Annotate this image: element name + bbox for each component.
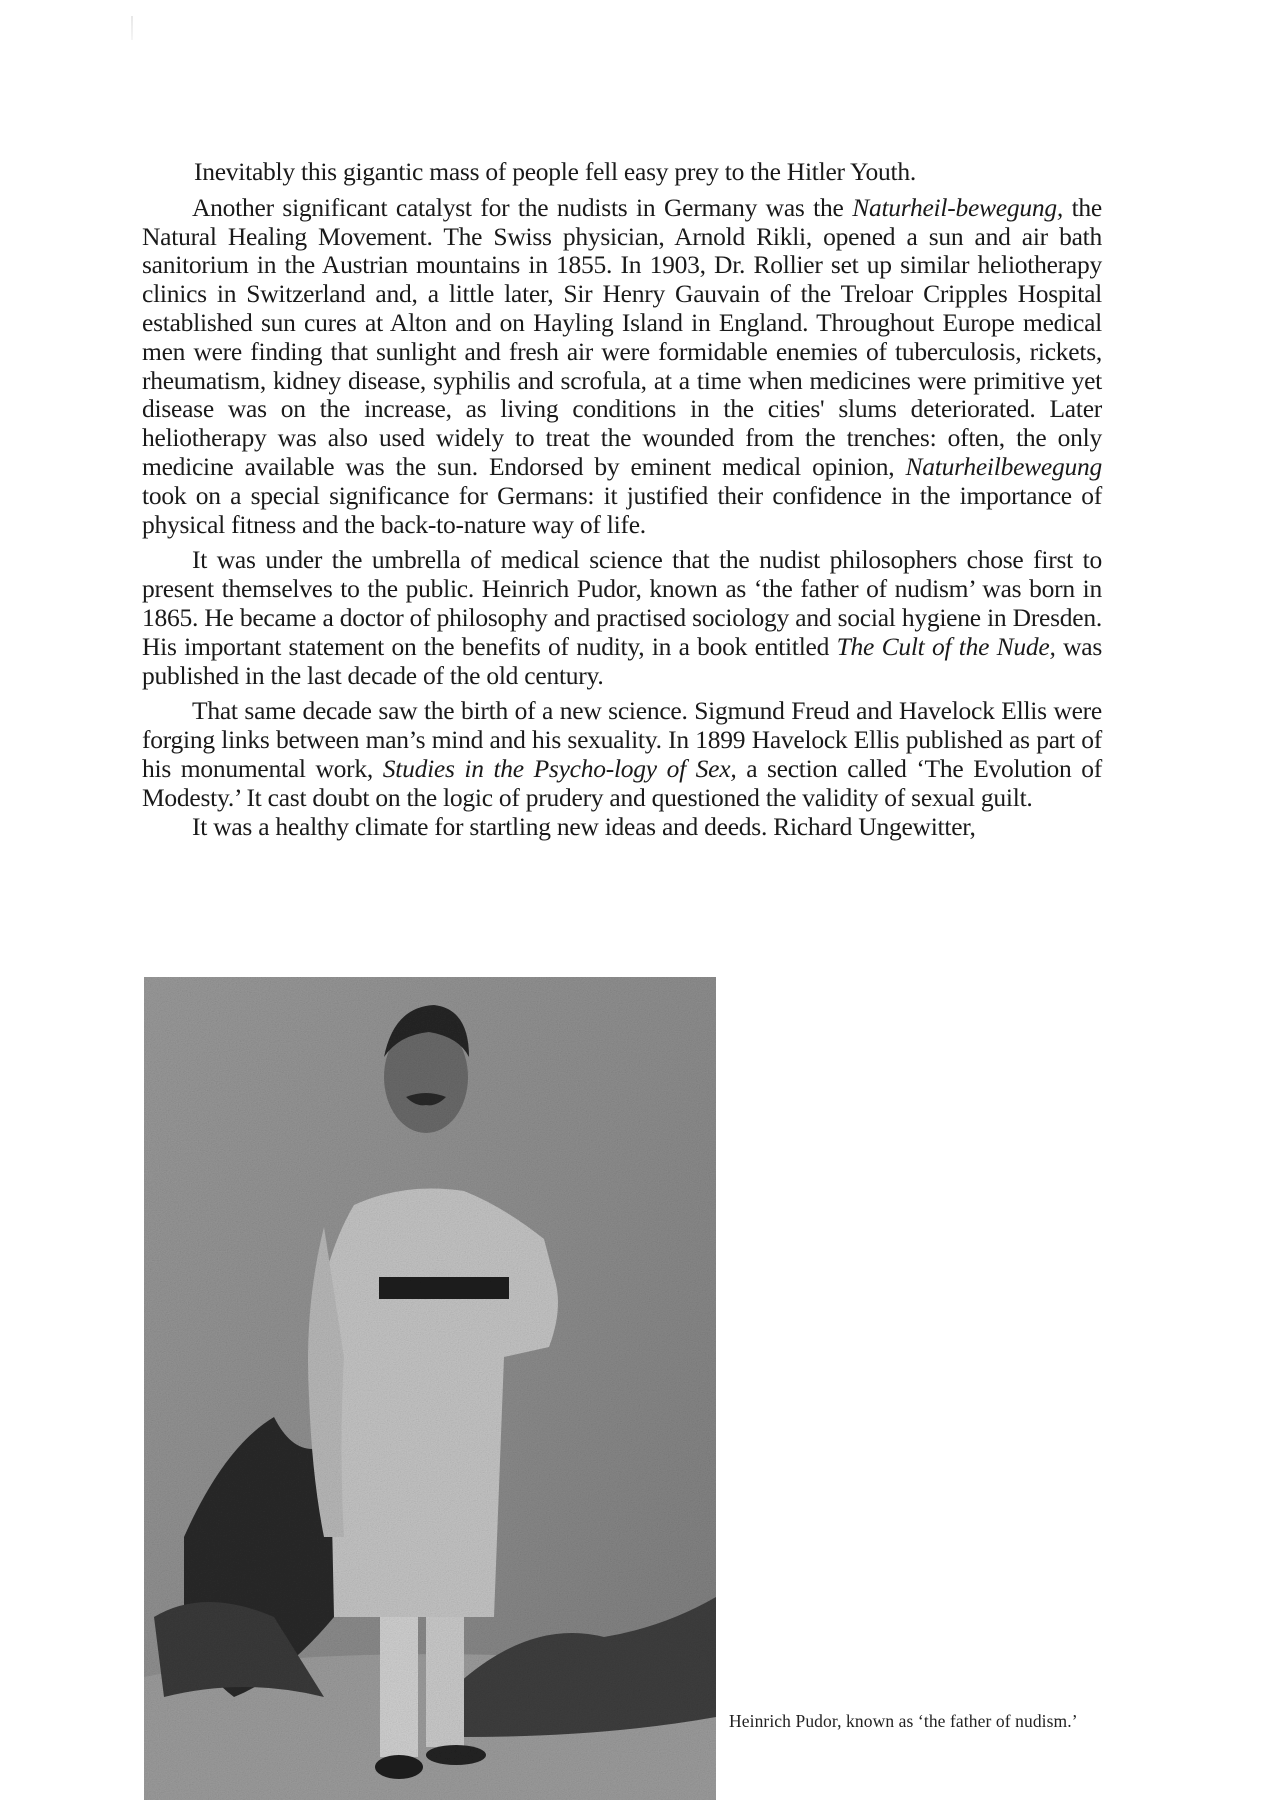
article-body — [142, 158, 1102, 841]
paragraph-4-text-a: That same decade saw the birth of a new science. Sigmund Freud and Havelock Ellis were forging links between man’s mind and his sexuality. In 1899 Havelock Ellis published as part of his monumental work, — [142, 696, 1102, 783]
paragraph-3 — [142, 546, 1102, 690]
paragraph-2-term-naturheilbewegung: Naturheil-bewegung, — [852, 192, 1063, 222]
paragraph-4-text-b: a section called ‘The Evolution of Modesty.’ It cast doubt on the logic of prudery and questioned the validity of sexual guilt. — [142, 753, 1103, 812]
paragraph-5-text: It was a healthy climate for startling new ideas and deeds. Richard Ungewitter, — [192, 811, 976, 841]
book-title-cult-of-the-nude: The Cult of the Nude, — [836, 631, 1056, 661]
portrait-photo — [144, 977, 716, 1800]
paragraph-3-text-b: was published in the last decade of the old century. — [142, 631, 1102, 690]
paragraph-2-term-naturheilbewegung-2: Naturheilbewegung — [905, 451, 1102, 481]
paragraph-2-text-b: the Natural Healing Movement. The Swiss physician, Arnold Rikli, opened a sun and air bath sanitorium in the Austrian mountains in 1855. In 1903, Dr. Rollier set up similar heliotherapy clinics in Switzerland and, a little later, Sir Henry Gauvain of the Treloar Cripples Hospital established sun cures at Alton and on Hayling Island in England. Throughout Europe medical men were finding that sunlight and fresh air were formidable enemies of tuberculosis, rickets, rheumatism, kidney disease, syphilis and scrofula, at a time when medicines were primitive yet disease was on the increase, as living conditions in the cities' slums deteriorated. Later heliotherapy was also used widely to treat the wounded from the trenches: often, the only medicine available was the sun. Endorsed by eminent medical opinion, — [142, 192, 1102, 481]
book-title-studies-psychology-of-sex: Studies in the Psycho-logy of Sex, — [382, 753, 737, 783]
scan-artifact-mark — [131, 16, 133, 40]
paragraph-1 — [142, 158, 1102, 187]
paragraph-3-text-a: It was under the umbrella of medical science that the nudist philosophers chose first to present themselves to the public. Heinrich Pudor, known as ‘the father of nudism’ was born in 1865. He became a doctor of philosophy and practised sociology and social hygiene in Dresden. His important statement on the benefits of nudity, in a book entitled — [142, 545, 1102, 661]
photo-caption: Heinrich Pudor, known as ‘the father of nudism.’ — [729, 1711, 1078, 1731]
paragraph-5 — [142, 813, 1102, 842]
paragraph-4 — [142, 697, 1102, 812]
paragraph-1-text: Inevitably this gigantic mass of people fell easy prey to the Hitler Youth. — [194, 157, 917, 186]
paragraph-2 — [142, 194, 1102, 540]
paragraph-2-text-c: took on a special significance for Germans: it justified their confidence in the importance of physical fitness and the back-to-nature way of life. — [142, 480, 1102, 539]
paragraph-2-text-a: Another significant catalyst for the nudists in Germany was the — [192, 192, 853, 222]
photo-illustration — [144, 977, 716, 1800]
